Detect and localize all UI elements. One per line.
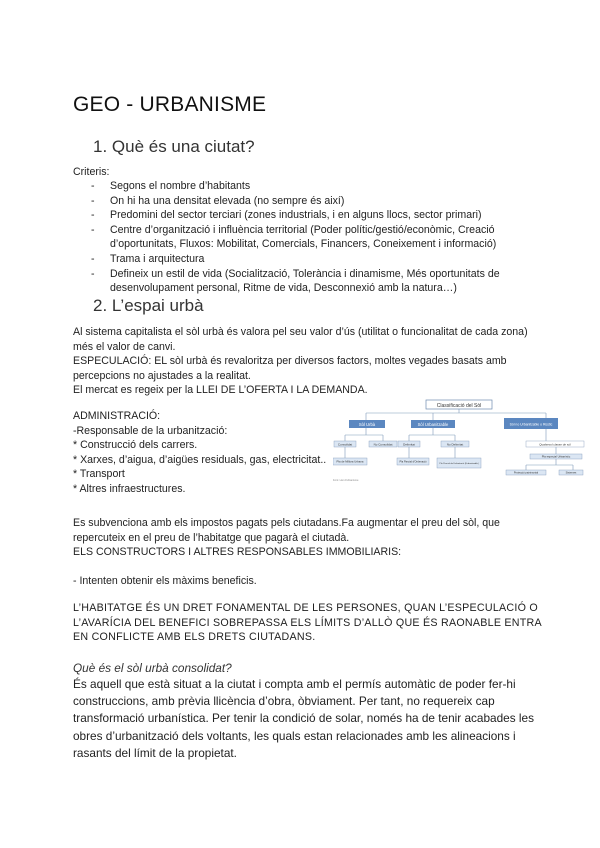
diagram-label: No Delimitat	[446, 442, 464, 447]
soil-classification-diagram	[333, 398, 585, 498]
paragraph-beneficis: - Intenten obtenir els màxims beneficis.	[73, 575, 257, 587]
text-line: * Xarxes, d’aigua, d’aigües residuals, gas, electricitat..	[73, 453, 327, 466]
paragraph-habitatge: L’HABITATGE ÉS UN DRET FONAMENTAL DE LES PERSONES, QUAN L’ESPECULACIÓ O L’AVARÍCIA DEL BENEFICI SOBREPASSA ELS LÍMITS D’ALLÒ QUE ÉS RAONABLE ENTRA EN CONFLICTE AMB ELS DRETS CIUTADANS.	[73, 602, 542, 644]
text-line: ELS CONSTRUCTORS I ALTRES RESPONSABLES IMMOBILIARIS:	[73, 546, 402, 559]
diagram-label: Consolidat	[337, 442, 353, 447]
diagram-label: Sòl Urbanitzable	[417, 422, 449, 427]
question-heading: Què és el sòl urbà consolidat?	[73, 661, 232, 675]
page-title: GEO - URBANISME	[73, 93, 267, 116]
text-line: -Responsable de la urbanització:	[73, 424, 228, 437]
list-item: - Defineix un estil de vida (Socialització, Tolerància i dinamisme, Més oportunitats de desenvolupament personal, Ritme de vida, Desconnexió amb la natura…)	[73, 267, 533, 296]
text-line: Al sistema capitalista el sòl urbà és valora pel seu valor d’ús (utilitat o funcionalitat de cada zona) més el valor de canvi.	[73, 326, 528, 353]
list-item: - Centre d’organització i influència territorial (Poder polític/gestió/econòmic, Creació d’oportunitats, Fluxos: Mobilitat, Comercials, Financers, Coneixement i informació)	[73, 223, 533, 252]
diagram-label: Sistemes	[565, 471, 577, 475]
diagram-label: Pla de Millora Urbana	[336, 459, 364, 464]
diagram-label: Qualsevol classe de sòl	[539, 442, 571, 447]
diagram-label: Sòl Urbà	[358, 422, 376, 427]
criteria-label: Criteris:	[73, 166, 110, 178]
text-line: ADMINISTRACIÓ:	[73, 410, 161, 422]
paragraph-administracio	[73, 409, 343, 497]
diagram-label: No Consolidat	[373, 442, 393, 447]
diagram-label: Pla Parcial de Delimitació (Urbanitzable)	[439, 463, 479, 465]
diagram-label: Protecció patrimonial	[513, 471, 539, 475]
text-line: El mercat es regeix per la LLEI DE L’OFERTA I LA DEMANDA.	[73, 384, 368, 397]
paragraph-subvencio	[73, 516, 533, 560]
text-line: * Construcció dels carrers.	[73, 439, 198, 452]
diagram-label: Sòl no Urbanitzable o Rústic	[509, 422, 553, 427]
text-line: ESPECULACIÓ: EL sòl urbà és revaloritza per diversos factors, moltes vegades basats amb percepcions no ajustades a la realitat.	[73, 355, 507, 382]
diagram-label: Pla Parcial d'Ordenació	[399, 460, 427, 464]
diagram-caption: Font: Llei d'urbanisme	[333, 479, 359, 482]
paragraph-sol-consolidat: És aquell que està situat a la ciutat i compta amb el permís automàtic de poder fer-hi construccions, amb prèvia llicència d’obra, òbviament. Per tant, no requereix cap transformació urbanística. Per tenir la condició de solar, només ha de tenir acabades les obres d’urbanització dels voltants, les quals estan relacionades amb les alineacions i rasants del límit de la propietat.	[73, 677, 534, 760]
text-line: Es subvenciona amb els impostos pagats pels ciutadans.Fa augmentar el preu del sòl, que repercuteix en el preu de l’habitatge que pagarà el ciutadà.	[73, 517, 500, 544]
criteria-list	[73, 179, 533, 296]
list-item: - Predomini del sector terciari (zones industrials, i en alguns llocs, sector primari)	[73, 208, 533, 223]
list-item: - Segons el nombre d’habitants	[73, 179, 533, 194]
list-item: - On hi ha una densitat elevada (no sempre és així)	[73, 194, 533, 209]
diagram-label: Delimitat	[403, 442, 415, 447]
text-line: * Altres infraestructures.	[73, 482, 186, 495]
paragraph-valor-sol	[73, 325, 533, 398]
list-item: - Trama i arquitectura	[73, 252, 533, 267]
diagram-root-label: Classificació del Sòl	[436, 402, 482, 409]
section-heading-ciutat: 1. Què és una ciutat?	[93, 137, 255, 156]
text-line: * Transport	[73, 468, 125, 481]
section-heading-espai-urba: 2. L’espai urbà	[93, 296, 204, 315]
diagram-label: Pla especial Urbanístic	[541, 454, 571, 459]
